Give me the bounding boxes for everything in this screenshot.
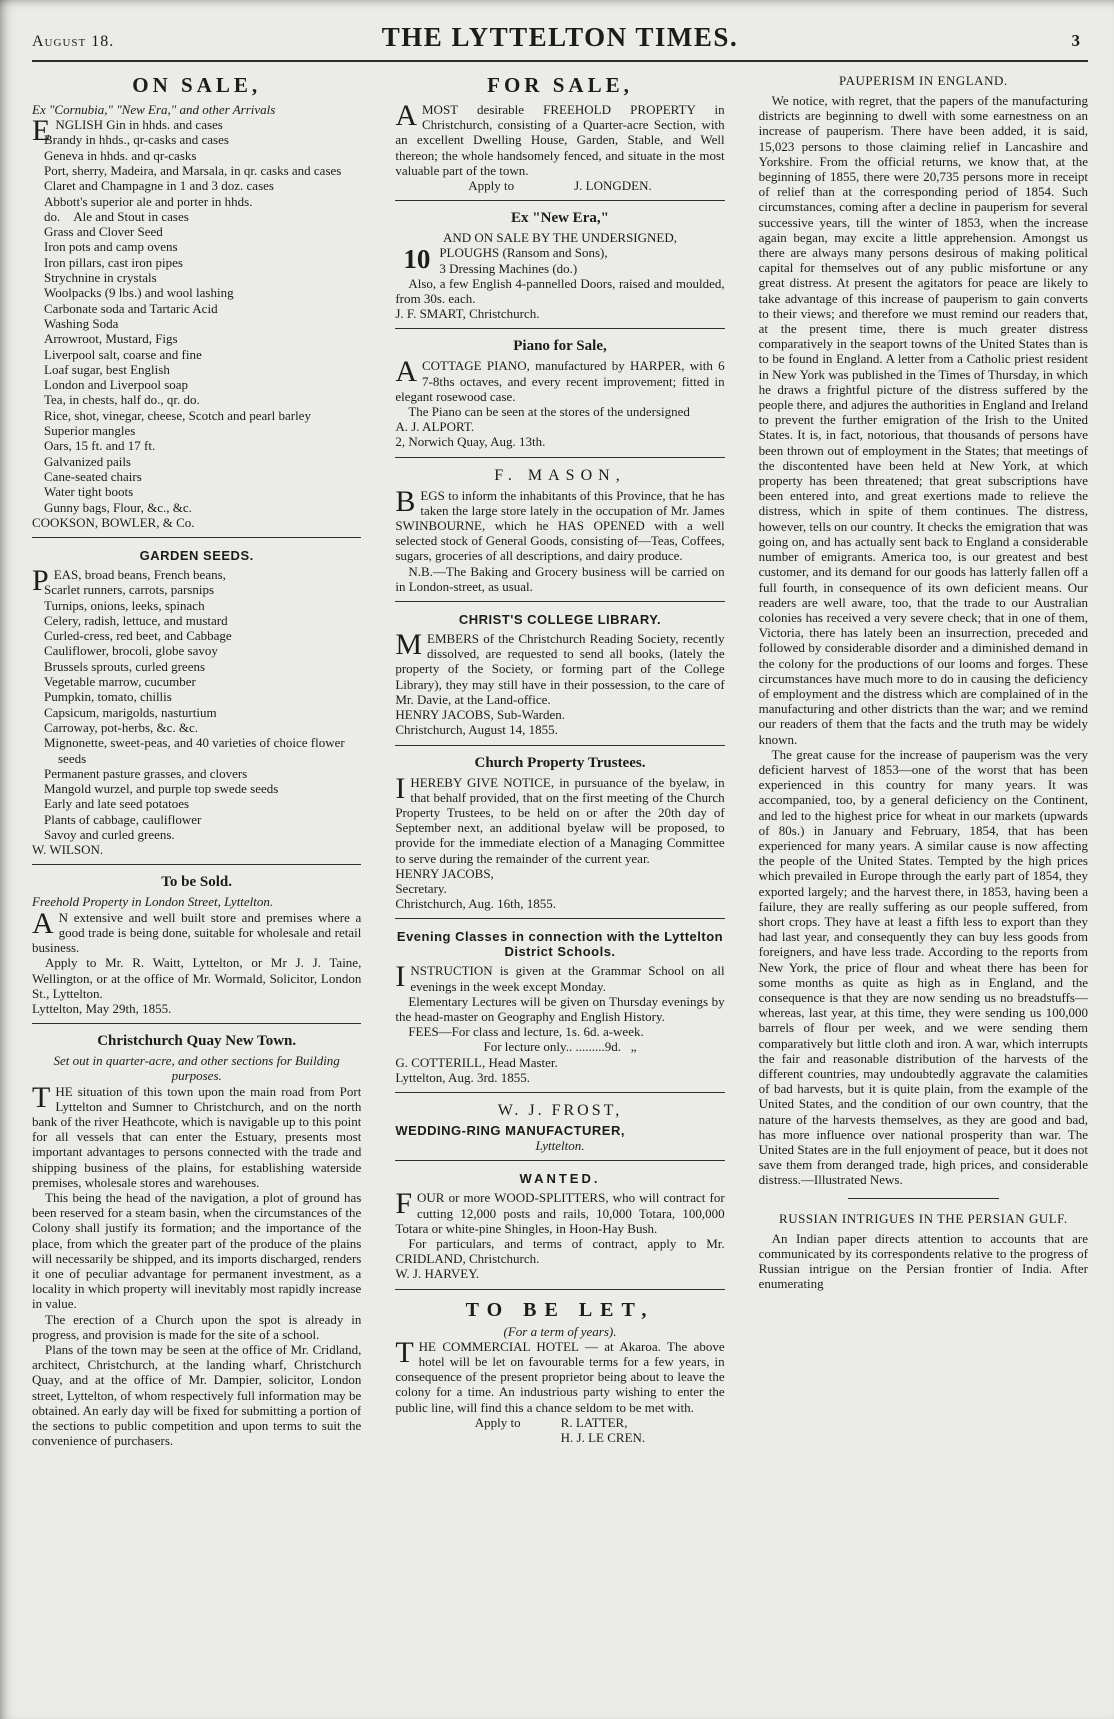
drop-cap: M [395, 628, 423, 662]
ploughs-lines [439, 245, 607, 275]
column-3 [759, 71, 1088, 1702]
ad-to-be-sold-lead [32, 906, 362, 956]
list-item: Brandy in hhds., qr-casks and cases [44, 132, 229, 148]
list-item: Turnips, onions, leeks, spinach [44, 597, 205, 613]
article-pauperism [759, 71, 1088, 1188]
list-item: Iron pots and camp ovens [44, 239, 178, 255]
ad-frost-place: Lyttelton. [535, 1138, 585, 1154]
list-item: Celery, radish, lettuce, and mustard [44, 612, 228, 628]
article-russian-intrigues [759, 1209, 1088, 1292]
section-divider [395, 1092, 724, 1093]
paragraph: The erection of a Church upon the spot is already in progress, and provision is made for the site of a school. [32, 1311, 362, 1342]
drop-cap: F [395, 1187, 413, 1221]
ad-quay-paragraphs [32, 1190, 361, 1448]
column-2 [395, 71, 724, 1702]
ad-to-be-let-lead [395, 1335, 725, 1415]
drop-cap: P [32, 564, 49, 598]
ad-piano-signature: A. J. ALPORT. [395, 419, 475, 435]
issue-date: August 18. [32, 33, 115, 50]
ad-new-era-para: Also, a few English 4-pannelled Doors, raised and moulded, from 30s. each. [395, 275, 725, 307]
lead-text: EMBERS of the Christchurch Reading Society, recently dissolved, are requested to send all books, (lately the property of the Society, or forming part of the College Library), they may still have in their possession, to the care of Mr. Davie, at the Land-office. [395, 631, 725, 707]
ad-evening-dateline: Lyttelton, Aug. 3rd. 1855. [395, 1069, 531, 1085]
ad-for-sale [395, 71, 724, 193]
ad-piano-para: The Piano can be seen at the stores of the undersigned [408, 404, 690, 420]
ad-quay-new-town [32, 1031, 361, 1448]
drop-cap: A [32, 906, 54, 940]
list-item: Port, sherry, Madeira, and Marsala, in qr. casks and cases [44, 163, 342, 178]
list-item: Mignonette, sweet-peas, and 40 varieties of choice flower seeds [44, 735, 345, 766]
ad-evening-fees-1: FEES—For class and lecture, 1s. 6d. a-week. [408, 1024, 644, 1040]
apply-names [561, 1415, 646, 1445]
list-item: Carbonate soda and Tartaric Acid [44, 300, 218, 316]
list-item: Loaf sugar, best English [44, 361, 170, 377]
garden-seeds-item-list [32, 582, 361, 842]
ad-to-be-let-heading: TO BE LET, [465, 1298, 655, 1321]
ad-frost [395, 1100, 724, 1153]
list-item: Savoy and curled greens. [44, 826, 175, 842]
ad-trustees-dateline: Christchurch, Aug. 16th, 1855. [395, 896, 557, 912]
drop-cap: A [395, 355, 417, 389]
ad-piano-lead [395, 355, 725, 404]
ad-garden-seeds [32, 545, 361, 857]
ad-library-heading: CHRIST'S COLLEGE LIBRARY. [458, 612, 662, 628]
ad-to-be-let-apply [395, 1415, 724, 1445]
ad-on-sale-subheading: Ex "Cornubia," "New Era," and other Arrivals [32, 102, 276, 117]
masthead [32, 22, 1088, 53]
lead-text: HE situation of this town upon the main road from Port Lyttelton and Sumner to Christchurch, and on the north bank of the river Heathcote, which is navigable up to this point for all vessels that can enter the Estuary, presents most important advantages to persons connected with the trade and shipping business of the plains, for establishing waterside premises, wholesale stores and warehouses. [32, 1083, 362, 1190]
list-item: Brussels sprouts, curled greens [44, 658, 206, 674]
column-1 [32, 71, 361, 1702]
list-item: Mangold wurzel, and purple top swede seeds [44, 781, 279, 797]
ad-mason [395, 465, 724, 594]
ad-trustees-signature: HENRY JACOBS, [395, 865, 494, 881]
on-sale-item-list [32, 132, 361, 514]
paragraph: This being the head of the navigation, a plot of ground has been reserved for a steam basin, when the circumstances of the Colony shall justify its formation; and the importance of the place, from which the greater part of the produce of the plains will necessarily be shipped, and its imports discharged, renders it one of peculiar advantage for permanent investment, as a locality in which property will inevitably most rapidly increase in value. [32, 1189, 362, 1312]
ad-to-be-let [395, 1297, 724, 1446]
section-divider [395, 745, 724, 746]
apply-label: Apply to [468, 178, 515, 194]
ad-quay-subheading: Set out in quarter-acre, and other sections for Building purposes. [53, 1053, 340, 1084]
paragraph: The great cause for the increase of pauperism was the very deficient harvest of 1853—one of the worst that has been experienced in this country for many years. It was accompanied, too, by a general deficiency on the Continent, and led to the highest price for wheat in our markets (upwards of 80s.) in January and February, 1854, that has been experienced for many years. A similar cause is now affecting the people of the United States. Tempted by the high prices which prevailed in Europe through the early part of 1854, they exported largely; and the harvest there, in 1853, having been a failure, they are really suffering as our people suffered, from short crops. They have at least a fifth less to export than they had last year, and consequently they can buy less goods from foreigners, and have less trade. According to the reports from New York, the price of flour and wheat there has been for some months as quite as high as in England, and the consequence is that they are now sending us no breadstuffs—whereas, last year, at this time, they were sending us 100,000 barrels of flour per week, and we were sending them comparatively but little cloth and iron. A war, which interrupts the fair and reasonable distribution of the harvests of the different countries, may undoubtedly aggravate the calamities of bad harvests, but it is quite plain, from the example of the United States, and the condition of our own country, that the nature of the harvests themselves, as they are good and bad, has more influence over national prosperity than war. The United States are in the full enjoyment of peace, but it does not save them from deranged trade, high prices, and considerable distress.—Illustrated News. [758, 746, 1088, 1188]
apply-name-1: R. LATTER, [560, 1414, 628, 1430]
lead-text: HE COMMERCIAL HOTEL — at Akaroa. The above hotel will be let on favourable terms for a few years, in consequence of the present proprietor being about to leave the colony for a time. An industrious party wishing to enter the public line, will find this a chance seldom to be met with. [395, 1338, 725, 1415]
list-item: Water tight boots [44, 484, 134, 500]
list-item: Scarlet runners, carrots, parsnips [44, 582, 215, 598]
ad-church-trustees [395, 753, 724, 912]
list-item: Rice, shot, vinegar, cheese, Scotch and pearl barley [44, 407, 311, 423]
ad-for-sale-heading: FOR SALE, [487, 73, 633, 97]
list-item: Woolpacks (9 lbs.) and wool lashing [44, 285, 234, 301]
ad-piano-dateline: 2, Norwich Quay, Aug. 13th. [395, 434, 546, 450]
ad-on-sale-signature: COOKSON, BOWLER, & Co. [32, 514, 195, 530]
ad-trustees-signature-title: Secretary. [395, 880, 447, 896]
apply-name: J. LONGDEN. [574, 178, 652, 194]
quantity-number: 10 [403, 244, 431, 275]
drop-cap: E [32, 114, 51, 148]
lead-text: HEREBY GIVE NOTICE, in pursuance of the byelaw, in that behalf provided, that on the first meeting of the Church Property Trustees, to be held on or after the 20th day of September next, an additional byelaw will be proposed, to provide for the immediate election of a Managing Committee to serve during the remainder of the current year. [395, 774, 725, 866]
list-item: Curled-cress, red beet, and Cabbage [44, 628, 232, 644]
list-item: Arrowroot, Mustard, Figs [44, 331, 178, 347]
lead-text: OUR or more WOOD-SPLITTERS, who will contract for cutting 12,000 posts and rails, 10,000 Totara, 100,000 Totara or white-pine Shingles, in Hoon-Hay Bush. [395, 1190, 725, 1236]
ad-piano-heading: Piano for Sale, [513, 338, 607, 355]
ad-to-be-let-subheading: (For a term of years). [503, 1323, 617, 1339]
ploughs-line-2: 3 Dressing Machines (do.) [439, 260, 578, 276]
ad-mason-lead [395, 484, 725, 564]
page-columns [32, 71, 1088, 1702]
ad-wanted-heading: WANTED. [519, 1171, 601, 1187]
lead-text: NGLISH Gin in hhds. and cases [55, 117, 223, 133]
ad-wanted-lead [395, 1187, 725, 1236]
ad-trustees-lead [395, 771, 725, 866]
ad-trustees-heading: Church Property Trustees. [474, 754, 646, 771]
list-item: Tea, in chests, half do., qr. do. [44, 392, 200, 408]
ad-new-era-subheading: AND ON SALE BY THE UNDERSIGNED, [442, 230, 677, 246]
list-item: Superior mangles [44, 423, 136, 439]
lead-text: COTTAGE PIANO, manufactured by HARPER, with 6 7-8ths octaves, and every recent improvement; fitted in elegant rosewood case. [395, 358, 725, 404]
ad-library-lead [395, 628, 725, 707]
section-divider [395, 601, 724, 602]
ad-frost-trade: WEDDING-RING MANUFACTURER, [395, 1122, 625, 1138]
ad-to-be-sold-subheading: Freehold Property in London Street, Lyttelton. [32, 894, 274, 910]
ad-new-era-heading: Ex "New Era," [511, 210, 609, 227]
apply-name-2: H. J. LE CREN. [560, 1430, 646, 1445]
drop-cap: T [395, 1335, 414, 1369]
list-item: Capsicum, marigolds, nasturtium [44, 704, 217, 720]
drop-cap: B [395, 484, 416, 518]
list-item: Early and late seed potatoes [44, 796, 190, 812]
section-divider [32, 537, 361, 538]
lead-text: EAS, broad beans, French beans, [53, 567, 226, 583]
list-item: Carroway, pot-herbs, &c. &c. [44, 719, 199, 735]
section-divider [395, 1160, 724, 1161]
article-pauperism-heading: PAUPERISM IN ENGLAND. [839, 73, 1008, 88]
ad-to-be-sold [32, 872, 361, 1016]
ad-to-be-sold-apply: Apply to Mr. R. Waitt, Lyttelton, or Mr J. J. Taine, Wellington, or at the office of Mr. Wormald, Solicitor, London St., Lyttelton. [32, 955, 362, 1001]
section-divider [395, 1289, 724, 1290]
list-item: Gunny bags, Flour, &c., &c. [44, 499, 192, 515]
paragraph: We notice, with regret, that the papers of the manufacturing districts are beginning to dwell with some earnestness on an increase of pauperism. There have been added, it is said, 15,023 persons to those claiming relief in Lancashire and Yorkshire. From the official returns, we know that, at the beginning of 1855, there were 20,735 persons more in receipt of relief than at the corresponding period of 1854. Such circumstances, coming after a decline in pauperism for several successive years, till the winter of 1853, when the increase again began, may excite a little apprehension. Amongst us there are always many persons desirous of making political capital for themselves out of any public misfortune or any great distress. At present the agitators for peace are likely to take advantage of this increase of pauperism to gain converts to their views; and therefore we must remind our readers that, at the present time, there is much greater distress comparatively in the seaport towns of the United States than is to be found in England. A letter from a Catholic priest resident in New York was published in the Times of Thursday, in which he draws a frightful picture of the distress suffered by the people there, and adjures the authorities in England and Ireland to prevent the further emigration of the Irish to the United States. It is, in fact, notorious, that thousands of persons have been thrown out of employment in the States; that meetings of the discontented have been held at New York, at which property has been threatened; that great subscriptions have been entered into, and great exertions made to relieve the distress, which in spite of them continues. The distress, however, tells on our country. It checks the emigration that was going on, and has actually sent back to England a considerable number of emigrants. America too, is our greatest and best customer, and its demand for our goods has latterly fallen off a full fourth, in consequence of its own deficient means. Our readers are well aware, too, that the trade to our Australian colonies has received a very severe check; that in one of them, Victoria, there has lately been an insurrection, preceded and followed by considerable disorder and a diminished demand in the colony for the productions of our looms and forges. These circumstances have much more to do in causing the deficiency of employment and the distress which are complained of in the manufacturing and other districts than the war; and we remind our readers of them that the facts and the truth may be widely known. [758, 93, 1088, 747]
paragraph: Plans of the town may be seen at the office of Mr. Cridland, architect, Christchurch, at the landing wharf, Christchurch Quay, and at the office of Mr. Dampier, solicitor, London street, Lyttelton, of whom respectively full information may be obtained. An early day will be fixed for submitting a portion of the sections to public competition and upon terms to suit the convenience of purchasers. [32, 1341, 362, 1449]
page-number: 3 [1071, 31, 1080, 50]
ad-to-be-sold-heading: To be Sold. [161, 874, 233, 891]
ad-wanted-para: For particulars, and terms of contract, apply to Mr. CRIDLAND, Christchurch. [395, 1235, 725, 1267]
ad-wanted-signature: W. J. HARVEY. [395, 1266, 480, 1282]
ad-wanted [395, 1168, 724, 1281]
section-divider [848, 1198, 999, 1199]
list-item: Pumpkin, tomato, chillis [44, 689, 172, 705]
drop-cap: I [395, 960, 406, 994]
list-item: Geneva in hhds. and qr-casks [44, 147, 197, 163]
ad-for-sale-lead [395, 99, 725, 178]
list-item: Iron pillars, cast iron pipes [44, 254, 183, 270]
article-russian-paragraph: An Indian paper directs attention to accounts that are communicated by its correspondents relative to the progress of Russian intrigue on the Persian frontier of India. After enumerating [758, 1230, 1088, 1292]
ad-mason-para: N.B.—The Baking and Grocery business will be carried on in London-street, as usual. [395, 563, 725, 594]
ad-library-dateline: Christchurch, August 14, 1855. [395, 722, 558, 738]
list-item: Liverpool salt, coarse and fine [44, 346, 202, 362]
lead-text: N extensive and well built store and premises where a good trade is being done, suitable for wholesale and retail business. [32, 909, 362, 956]
ad-garden-seeds-heading: GARDEN SEEDS. [139, 548, 254, 564]
ad-library-signature: HENRY JACOBS, Sub-Warden. [395, 707, 565, 723]
paper-title: THE LYTTELTON TIMES. [381, 22, 739, 52]
ad-piano [395, 336, 724, 449]
list-item: Permanent pasture grasses, and clovers [44, 765, 248, 781]
list-item: London and Liverpool soap [44, 377, 189, 393]
ad-evening-para: Elementary Lectures will be given on Thursday evenings by the head-master on Geography and English History. [395, 993, 725, 1024]
list-item: Vegetable marrow, cucumber [44, 674, 196, 690]
ad-for-sale-apply [395, 178, 724, 193]
drop-cap: A [395, 99, 417, 132]
section-divider [395, 457, 724, 458]
list-item: Claret and Champagne in 1 and 3 doz. cases [44, 178, 274, 194]
list-item: Cauliflower, brocoli, globe savoy [44, 643, 218, 659]
ploughs-block [395, 245, 724, 275]
ad-garden-seeds-signature: W. WILSON. [32, 842, 104, 858]
ad-evening-classes [395, 926, 724, 1085]
list-item: Oars, 15 ft. and 17 ft. [44, 438, 156, 454]
list-item: Washing Soda [44, 315, 119, 331]
section-divider [32, 1023, 361, 1024]
ploughs-line-1: PLOUGHS (Ransom and Sons), [439, 245, 608, 261]
section-divider [395, 918, 724, 919]
list-item: Cane-seated chairs [44, 468, 142, 484]
section-divider [395, 200, 724, 201]
ad-on-sale [32, 71, 361, 530]
lead-text: EGS to inform the inhabitants of this Province, that he has taken the large store lately in the occupation of Mr. James SWINBOURNE, which he HAS OPENED with a well selected stock of General Goods, consisting of—Teas, Coffees, sugars, groceries of all descriptions, and dairy produce. [395, 487, 725, 564]
list-item: Strychnine in crystals [44, 270, 157, 286]
ad-new-era-signature: J. F. SMART, Christchurch. [395, 306, 540, 322]
ad-quay-heading: Christchurch Quay New Town. [97, 1033, 297, 1050]
lead-text: NSTRUCTION is given at the Grammar School on all evenings in the week except Monday. [410, 963, 725, 994]
list-item: do. Ale and Stout in cases [44, 208, 189, 224]
article-pauperism-body [759, 93, 1088, 1188]
ad-evening-signature: G. COTTERILL, Head Master. [395, 1054, 558, 1070]
list-item: Abbott's superior ale and porter in hhds. [44, 193, 253, 209]
ad-to-be-sold-dateline: Lyttelton, May 29th, 1855. [32, 1000, 172, 1016]
ad-mason-heading: F. MASON, [494, 466, 626, 484]
drop-cap: T [32, 1080, 51, 1114]
ad-frost-name: W. J. FROST, [497, 1101, 623, 1119]
list-item: Galvanized pails [44, 453, 131, 469]
ad-new-era [395, 208, 724, 321]
list-item: Plants of cabbage, cauliflower [44, 811, 202, 827]
section-divider [395, 328, 724, 329]
masthead-divider [32, 60, 1088, 62]
ad-on-sale-heading: ON SALE, [132, 73, 262, 97]
article-russian-heading: RUSSIAN INTRIGUES IN THE PERSIAN GULF. [779, 1210, 1068, 1226]
ad-evening-heading: Evening Classes in connection with the Lyttelton District Schools. [396, 929, 724, 960]
ad-evening-lead [395, 960, 725, 994]
ad-college-library [395, 609, 724, 737]
apply-label: Apply to [474, 1414, 521, 1430]
list-item: Grass and Clover Seed [44, 224, 163, 240]
section-divider [32, 864, 361, 865]
ad-quay-lead [32, 1080, 362, 1190]
drop-cap: I [395, 771, 406, 805]
lead-text: MOST desirable FREEHOLD PROPERTY in Christchurch, consisting of a Quarter-acre Section, with an excellent Dwelling House, Garden, Stable, and Well thereon; the whole handsomely fenced, and situate in the most valuable part of the town. [395, 102, 725, 178]
ad-evening-fees-2: For lecture only.. .........9d. „ [483, 1039, 637, 1055]
